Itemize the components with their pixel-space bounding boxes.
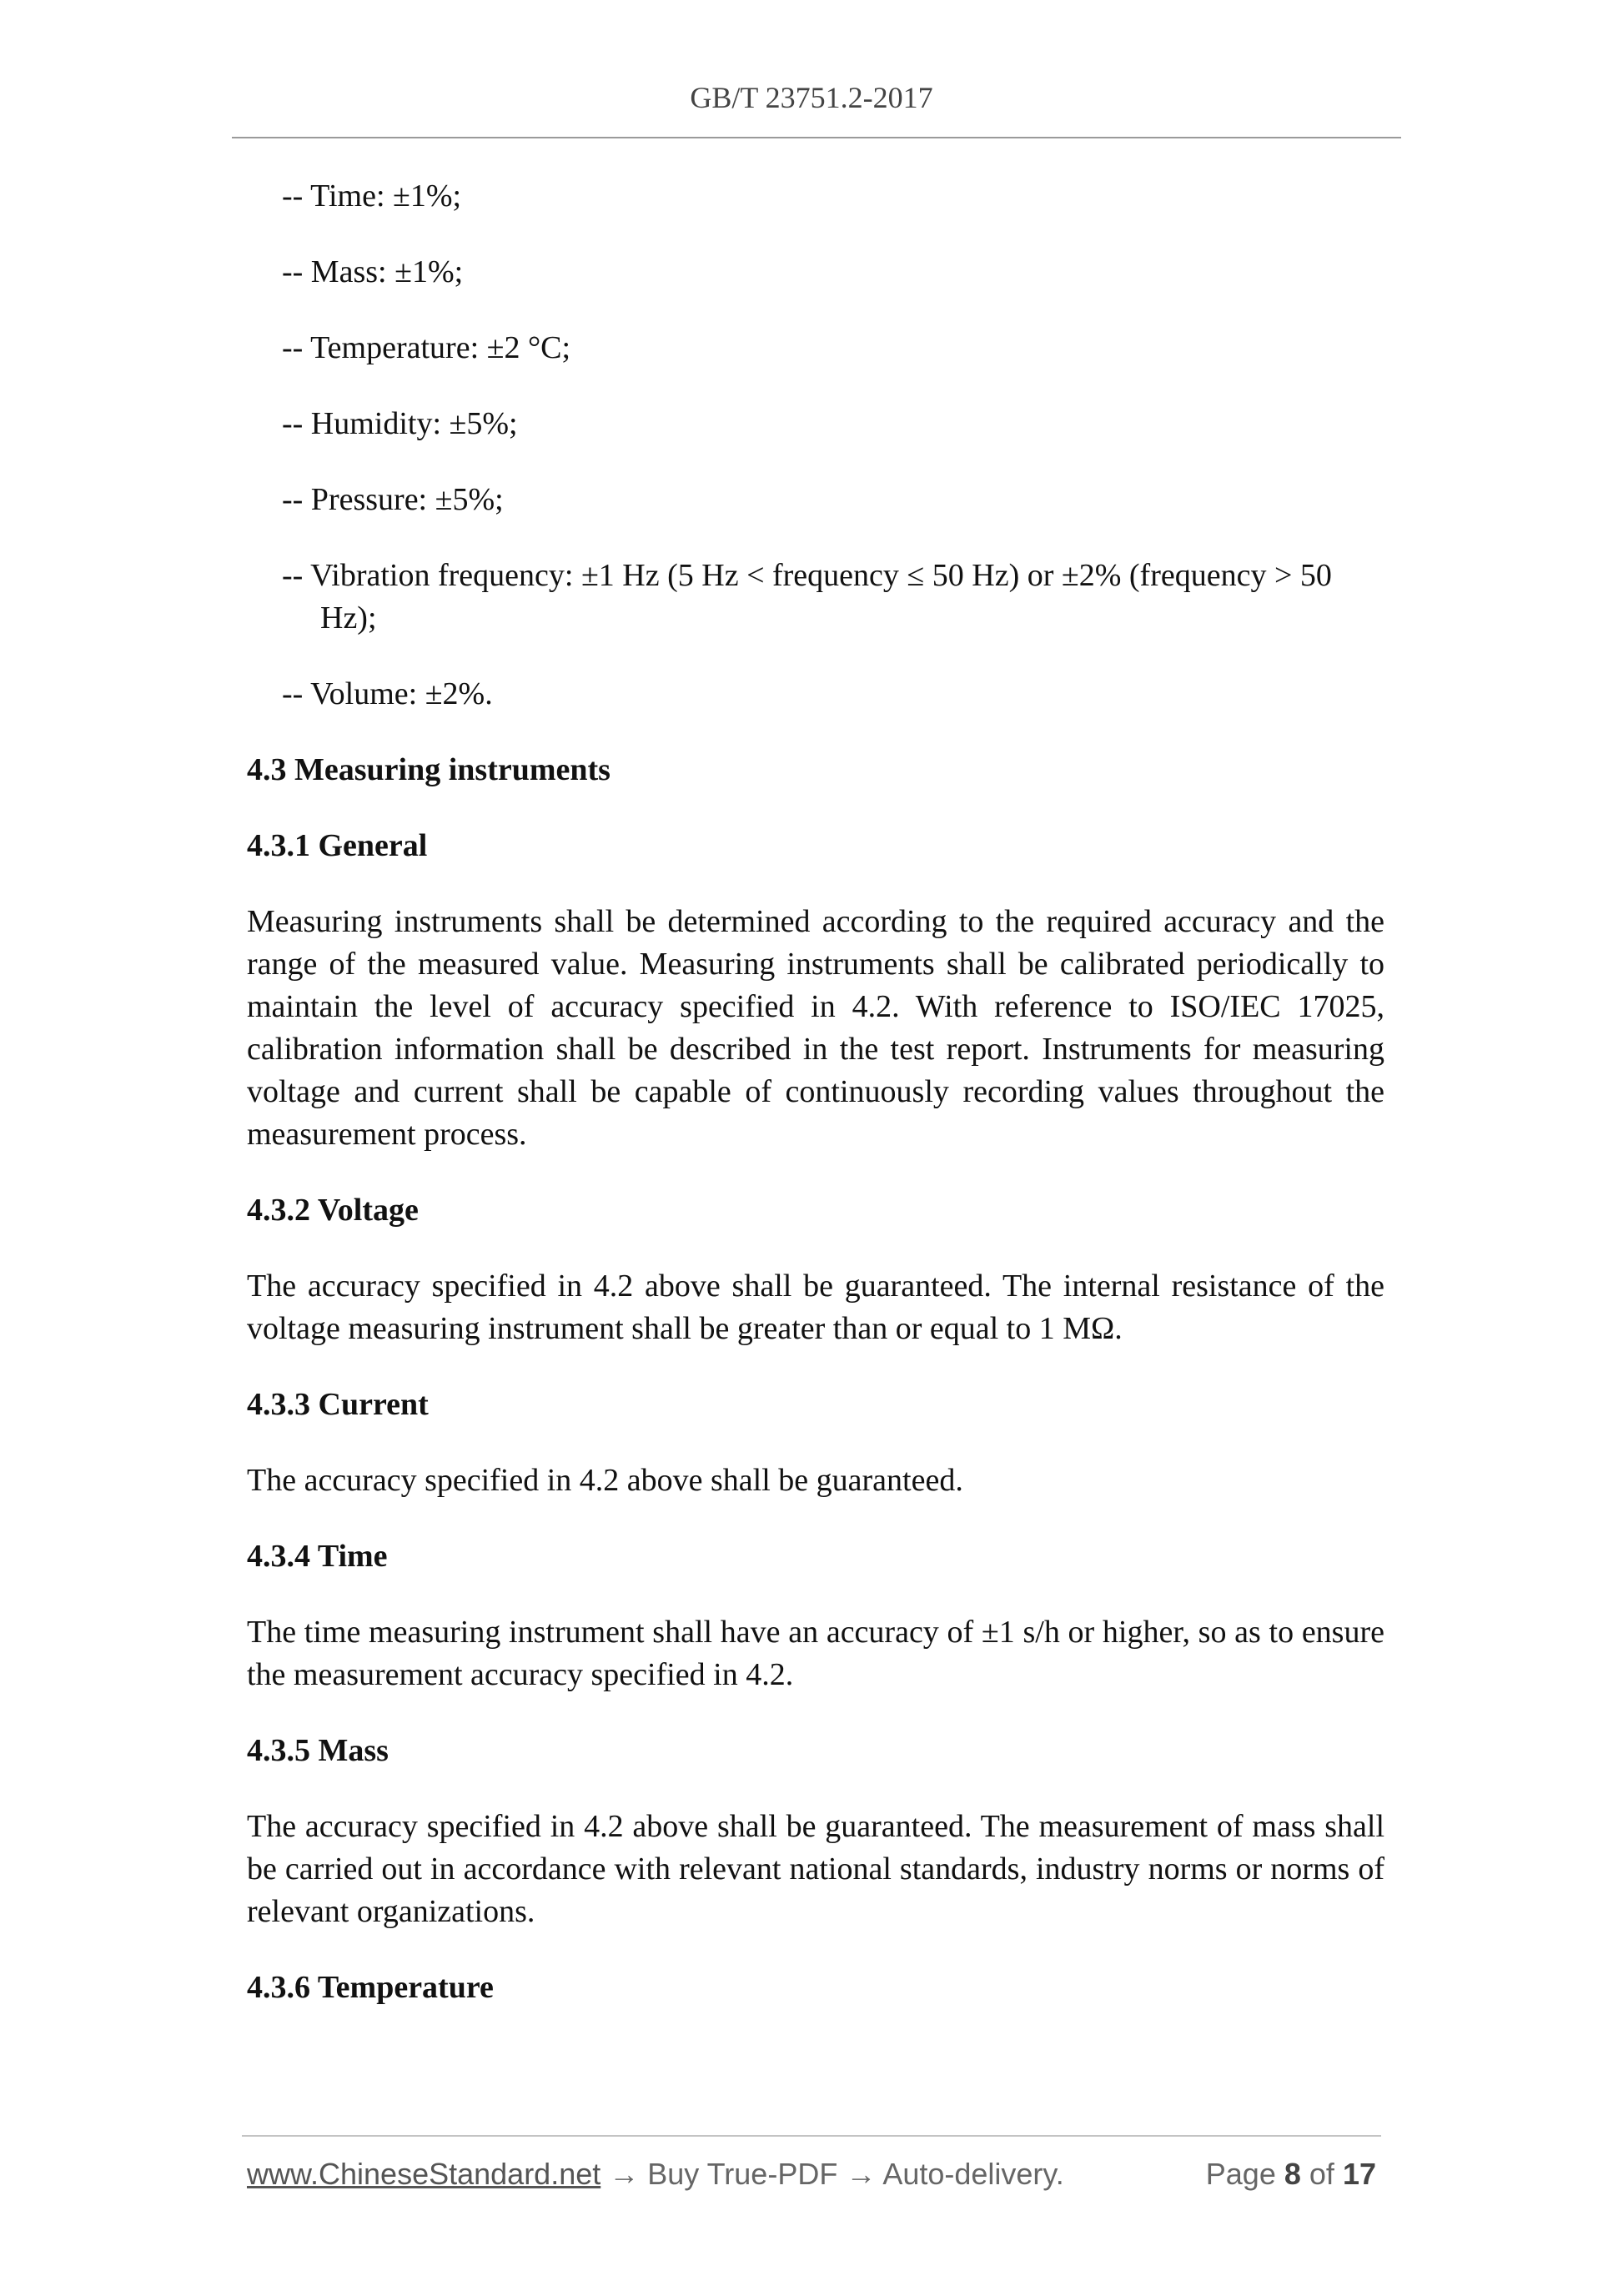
page-content bbox=[247, 175, 1384, 2042]
current-page-number: 8 bbox=[1284, 2157, 1301, 2191]
section-heading-temperature: 4.3.6 Temperature bbox=[247, 1970, 494, 2005]
page-indicator bbox=[1206, 2157, 1376, 2192]
list-item-temperature: -- Temperature: ±2 °C; bbox=[282, 330, 571, 365]
total-pages-number: 17 bbox=[1342, 2157, 1376, 2191]
page-label: Page bbox=[1205, 2157, 1276, 2191]
website-link[interactable]: www.ChineseStandard.net bbox=[247, 2157, 601, 2191]
paragraph-general: Measuring instruments shall be determined according to the required accuracy and the range of the measured value. Measuring instruments shall be calibrated periodically to maintain the level of accuracy specified in 4.2. With reference to ISO/IEC 17025, calibration information shall be described in the test report. Instruments for measuring voltage and current shall be capable of continuously recording values throughout the measurement process. bbox=[247, 904, 1384, 1152]
paragraph-mass: The accuracy specified in 4.2 above shall be guaranteed. The measurement of mass shall be carried out in accordance with relevant national standards, industry norms or norms of relevant organizations. bbox=[247, 1809, 1384, 1929]
section-heading-mass: 4.3.5 Mass bbox=[247, 1733, 389, 1768]
header-divider bbox=[232, 137, 1401, 138]
list-item-mass: -- Mass: ±1%; bbox=[282, 254, 464, 289]
list-item-humidity: -- Humidity: ±5%; bbox=[282, 406, 518, 441]
section-heading-time: 4.3.4 Time bbox=[247, 1539, 388, 1574]
list-item-time: -- Time: ±1%; bbox=[282, 178, 462, 214]
footer-promo-text: → Buy True-PDF → Auto-delivery. bbox=[600, 2157, 1064, 2191]
section-heading-voltage: 4.3.2 Voltage bbox=[247, 1193, 419, 1228]
list-item-volume: -- Volume: ±2%. bbox=[282, 676, 493, 711]
paragraph-time: The time measuring instrument shall have an accuracy of ±1 s/h or higher, so as to ensure the measurement accuracy specified in 4.2. bbox=[247, 1615, 1384, 1692]
document-code: GB/T 23751.2-2017 bbox=[690, 81, 933, 114]
paragraph-voltage: The accuracy specified in 4.2 above shall be guaranteed. The internal resistance of the voltage measuring instrument shall be greater than or equal to 1 MΩ. bbox=[247, 1269, 1384, 1346]
section-heading-general: 4.3.1 General bbox=[247, 828, 428, 863]
section-heading-measuring-instruments: 4.3 Measuring instruments bbox=[247, 752, 611, 787]
list-item-pressure: -- Pressure: ±5%; bbox=[282, 482, 504, 517]
paragraph-current: The accuracy specified in 4.2 above shall be guaranteed. bbox=[247, 1463, 963, 1498]
footer-divider bbox=[242, 2135, 1381, 2137]
section-heading-current: 4.3.3 Current bbox=[247, 1387, 429, 1422]
list-item-vibration-frequency: -- Vibration frequency: ±1 Hz (5 Hz < frequency ≤ 50 Hz) or ±2% (frequency > 50 Hz); bbox=[282, 558, 1332, 636]
of-label: of bbox=[1309, 2157, 1334, 2191]
footer-promo bbox=[247, 2157, 1064, 2192]
